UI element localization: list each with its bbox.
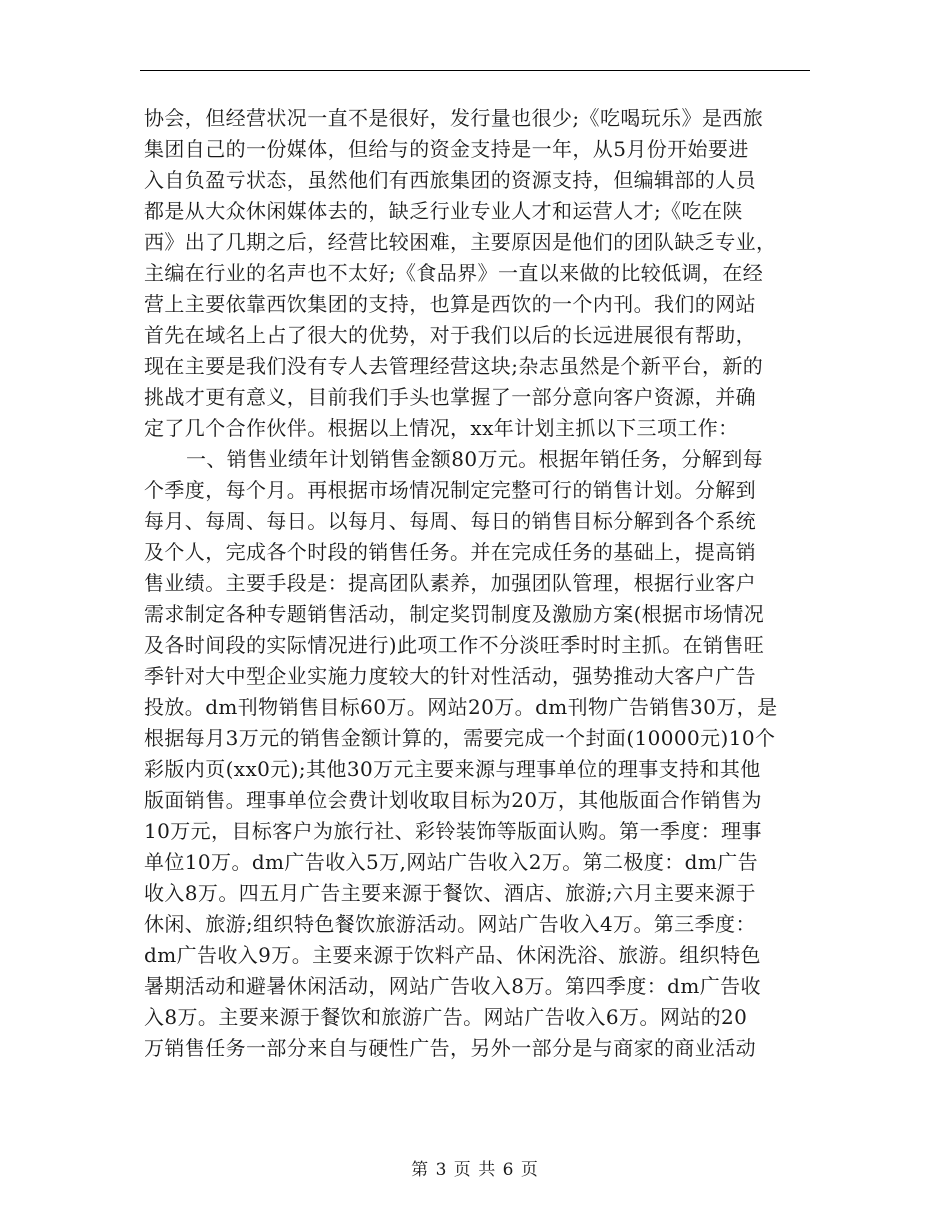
text-line: 休闲、旅游;组织特色餐饮旅游活动。网站广告收入4万。第三季度： bbox=[144, 912, 756, 936]
text-line: 万销售任务一部分来自与硬性广告，另外一部分是与商家的商业活动 bbox=[144, 1036, 756, 1060]
text-line: 现在主要是我们没有专人去管理经营这块;杂志虽然是个新平台，新的 bbox=[144, 354, 764, 378]
text-line: dm广告收入9万。主要来源于饮料产品、休闲洗浴、旅游。组织特色 bbox=[144, 943, 761, 967]
text-line: 单位10万。dm广告收入5万,网站广告收入2万。第二极度：dm广告 bbox=[144, 850, 758, 874]
text-line: 及各时间段的实际情况进行)此项工作不分淡旺季时时主抓。在销售旺 bbox=[144, 633, 765, 657]
text-line: 版面销售。理事单位会费计划收取目标为20万，其他版面合作销售为 bbox=[144, 788, 762, 812]
text-line: 都是从大众休闲媒体去的，缺乏行业专业人才和运营人才;《吃在陕 bbox=[144, 199, 743, 223]
text-line: 根据每月3万元的销售金额计算的，需要完成一个封面(10000元)10个 bbox=[144, 726, 776, 750]
text-line: 协会，但经营状况一直不是很好，发行量也很少;《吃喝玩乐》是西旅 bbox=[144, 106, 764, 130]
text-line: 彩版内页(xx0元);其他30万元主要来源与理事单位的理事支持和其他 bbox=[144, 757, 761, 781]
text-line: 西》出了几期之后，经营比较困难，主要原因是他们的团队缺乏专业， bbox=[144, 230, 777, 254]
text-line: 投放。dm刊物销售目标60万。网站20万。dm刊物广告销售30万，是 bbox=[144, 695, 778, 719]
text-line: 营上主要依靠西饮集团的支持，也算是西饮的一个内刊。我们的网站 bbox=[144, 292, 756, 316]
text-line: 定了几个合作伙伴。根据以上情况，xx年计划主抓以下三项工作： bbox=[144, 416, 739, 440]
text-line: 挑战才更有意义，目前我们手头也掌握了一部分意向客户资源，并确 bbox=[144, 385, 756, 409]
paragraph-first-line: 一、销售业绩年计划销售金额80万元。根据年销任务，分解到每 bbox=[186, 447, 764, 471]
text-line: 季针对大中型企业实施力度较大的针对性活动，强势推动大客户广告 bbox=[144, 664, 756, 688]
text-line: 暑期活动和避暑休闲活动，网站广告收入8万。第四季度：dm广告收 bbox=[144, 974, 761, 998]
text-line: 售业绩。主要手段是：提高团队素养，加强团队管理，根据行业客户 bbox=[144, 571, 756, 595]
text-line: 需求制定各种专题销售活动，制定奖罚制度及激励方案(根据市场情况 bbox=[144, 602, 765, 626]
text-line: 收入8万。四五月广告主要来源于餐饮、酒店、旅游;六月主要来源于 bbox=[144, 881, 756, 905]
text-line: 每月、每周、每日。以每月、每周、每日的销售目标分解到各个系统 bbox=[144, 509, 756, 533]
text-line: 集团自己的一份媒体，但给与的资金支持是一年，从5月份开始要进 bbox=[144, 137, 749, 161]
text-line: 首先在域名上占了很大的优势，对于我们以后的长远进展很有帮助， bbox=[144, 323, 756, 347]
text-line: 入8万。主要来源于餐饮和旅游广告。网站广告收入6万。网站的20 bbox=[144, 1005, 748, 1029]
header-rule bbox=[140, 70, 810, 71]
text-line: 主编在行业的名声也不太好;《食品界》一直以来做的比较低调，在经 bbox=[144, 261, 764, 285]
text-line: 及个人，完成各个时段的销售任务。并在完成任务的基础上，提高销 bbox=[144, 540, 756, 564]
body-text bbox=[144, 103, 814, 1064]
page-number-footer: 第 3 页 共 6 页 bbox=[411, 1160, 539, 1180]
text-line: 10万元，目标客户为旅行社、彩铃装饰等版面认购。第一季度：理事 bbox=[144, 819, 762, 843]
text-line: 入自负盈亏状态，虽然他们有西旅集团的资源支持，但编辑部的人员 bbox=[144, 168, 756, 192]
text-line: 个季度，每个月。再根据市场情况制定完整可行的销售计划。分解到 bbox=[144, 478, 756, 502]
